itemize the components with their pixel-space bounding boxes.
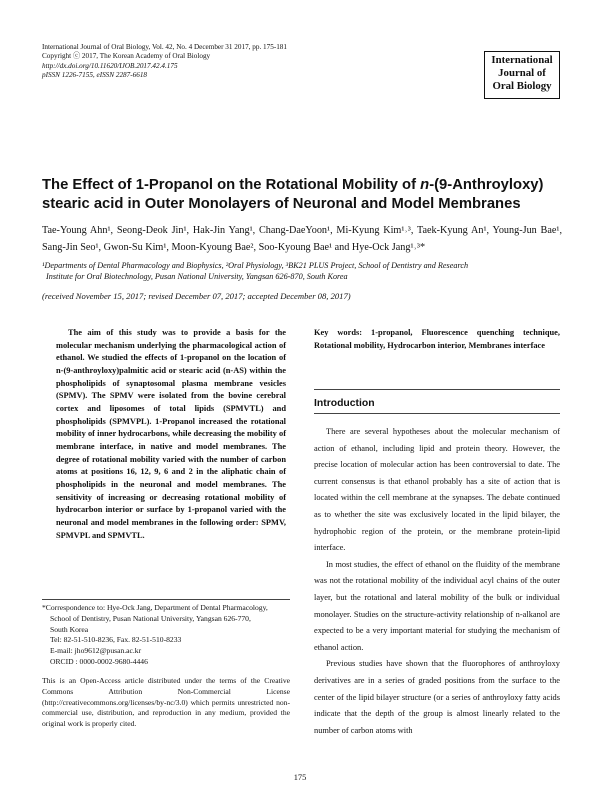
correspondence-orcid: ORCID : 0000-0002-9680-4446 — [50, 656, 148, 666]
section-divider — [314, 389, 560, 390]
keywords: Key words: 1-propanol, Fluorescence quenching technique, Rotational mobility, Hydrocarbon interior, Membranes interface — [314, 328, 560, 350]
author-list: Tae-Young Ahn¹, Seong-Deok Jin¹, Hak-Jin Yang¹, Chang-DaeYoon¹, Mi-Kyung Kim¹˒³, Taek-Kyung An¹, Young-Jun Bae¹, Sang-Jin Seo¹, Gwon-Su Kim¹, Moon-Kyoung Bae², Soo-Kyoung Bae¹ and Hye-Ock Jang¹˒³* — [42, 225, 562, 253]
header-issn: pISSN 1226-7155, eISSN 2287-6618 — [42, 70, 148, 79]
received-dates: (received November 15, 2017; revised December 07, 2017; accepted December 08, 2017) — [42, 291, 351, 301]
page-number: 175 — [293, 773, 307, 782]
journal-header — [42, 43, 287, 80]
correspondence-line: *Correspondence to: Hye-Ock Jang, Department of Dental Pharmacology, — [42, 603, 268, 612]
affiliation-line: ¹Departments of Dental Pharmacology and Biophysics, ²Oral Physiology, ³BK21 PLUS Project, School of Dentistry and Research — [42, 261, 469, 270]
journal-box-line: Journal of — [498, 67, 546, 79]
affiliations — [42, 260, 562, 282]
journal-logo-box — [484, 51, 560, 99]
correspondence-phone: Tel: 82-51-510-8236, Fax. 82-51-510-8233 — [50, 635, 182, 645]
article-title: The Effect of 1-Propanol on the Rotational Mobility of n-(9-Anthroyloxy) stearic acid in Outer Monolayers of Neuronal and Model Membranes — [42, 177, 544, 212]
header-doi[interactable]: http://dx.doi.org/10.11620/IJOB.2017.42.4.175 — [42, 61, 178, 70]
license-notice: This is an Open-Access article distributed under the terms of the Creative Commons Attribution Non-Commercial License (http://creativecommons.org/licenses/by-nc/3.0) which permits unrestricted non-commercial use, distribution, and reproduction in any medium, provided the original work is properly cited. — [42, 676, 290, 729]
header-copyright: Copyright ⓒ 2017, The Korean Academy of Oral Biology — [42, 52, 211, 61]
intro-paragraph: Previous studies have shown that the fluorophores of anthroyloxy derivatives are in a series of graded positions from the surface to the center of the lipid bilayer structure (or a series of anthroyloxy fatty acids indicate that the depth of the group is almost linearly related to the number of carbon atoms with — [314, 659, 560, 735]
section-heading-introduction: Introduction — [314, 398, 560, 414]
abstract-text: The aim of this study was to provide a basis for the molecular mechanism underlying the pharmacological action of ethanol. We studied the effects of 1-propanol on the location of n-(9-anthroyloxy)palmitic acid or stearic acid (n-AS) within the phospholipids of synaptosomal plasma membrane vesicles (SPMV). The SPMV were isolated from the bovine cerebral cortex and liposomes of total lipids (SPMVTL) and phospholipids (SPMVPL). 1-Propanol increased the rotational mobility of inner hydrocarbons, while decreasing the mobility of membrane interface, in native and model membranes. The degree of rotational mobility varied with the number of carbon atoms at positions 16, 12, 9, 6 and 2 in the aliphatic chain of phospholipids in the neuronal and model membranes. The sensitivity of increasing or decreasing rotational mobility of hydrocarbon interior or surface by 1-propanol varied with the neuronal and model membranes in the following order: SPMV, SPMVPL and SPMVTL. — [56, 328, 286, 540]
journal-box-line: International — [491, 54, 553, 66]
affiliation-line: Institute for Oral Biotechnology, Pusan National University, Yangsan 626-870, South Korea — [46, 272, 348, 281]
journal-box-line: Oral Biology — [492, 80, 552, 92]
correspondence-email[interactable]: E-mail: jho9612@pusan.ac.kr — [50, 646, 142, 656]
header-citation: International Journal of Oral Biology, Vol. 42, No. 4 December 31 2017, pp. 175-181 — [42, 43, 287, 51]
intro-paragraph: There are several hypotheses about the molecular mechanism of action of ethanol, including lipid and protein theory. However, the precise location of molecular action has been controversial to date. The current consensus is that ethanol probably has a site of action that is located within the cell membrane at the synapses. The debate continued as to whether the site was exclusively located in the lipid bilayer, the hydrophobic region of the protein, or the membrane protein-lipid interface. — [314, 427, 560, 553]
introduction-body — [314, 424, 560, 739]
correspondence-line: South Korea — [50, 624, 89, 634]
abstract — [56, 327, 286, 542]
correspondence — [42, 599, 290, 668]
intro-paragraph: In most studies, the effect of ethanol on the fluidity of the membrane was not the rotational mobility of the individual acyl chains of the outer layer, but the rotational and lateral mobility of the bulk or individual monolayer. Studies on the structure-activity relationship of n-alkanol are expected to be a very important material for studying the mechanism of ethanol action. — [314, 559, 560, 652]
correspondence-line: School of Dentistry, Pusan National University, Yangsan 626-770, — [50, 613, 251, 623]
